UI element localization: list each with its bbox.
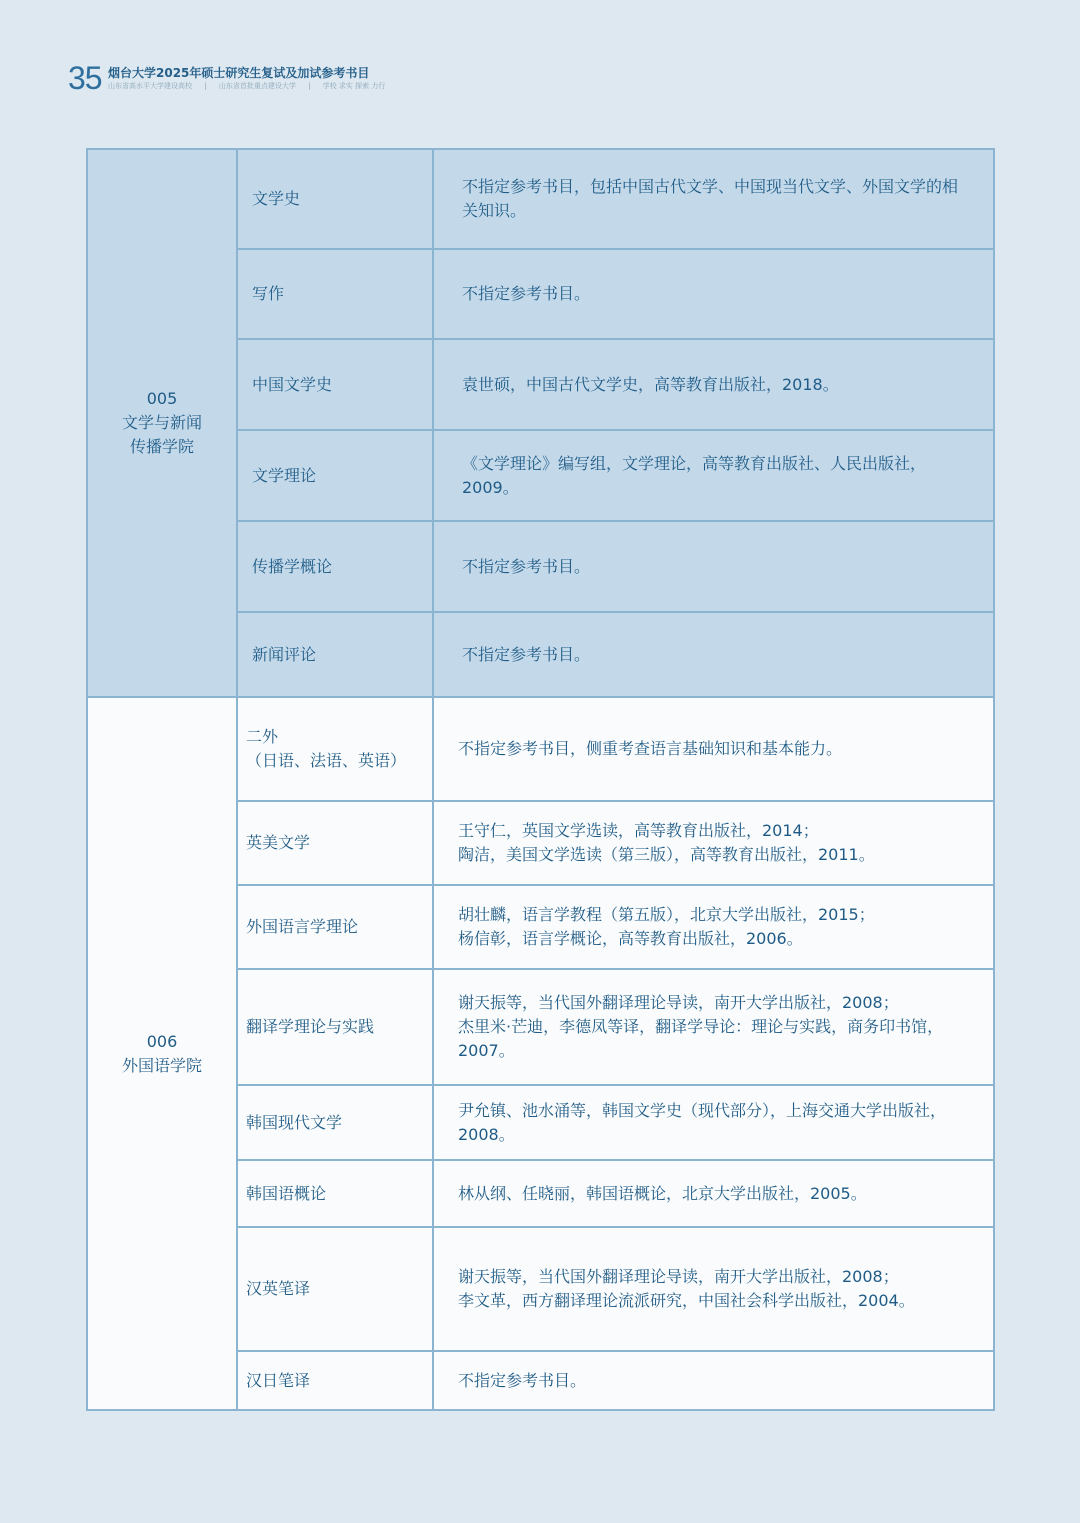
- subject-line: （日语、法语、英语）: [246, 751, 407, 770]
- subject-cell: 新闻评论: [237, 612, 433, 697]
- books-cell: [433, 1351, 994, 1410]
- subject-cell: 文学史: [237, 149, 433, 249]
- subject-cell: 文学理论: [237, 430, 433, 521]
- subject-cell: 中国文学史: [237, 339, 433, 430]
- header-tag: |: [308, 82, 311, 90]
- book-entry: 谢天振等，当代国外翻译理论导读，南开大学出版社，2008；: [458, 993, 899, 1012]
- books-cell: [433, 339, 994, 430]
- books-cell: [433, 430, 994, 521]
- header-tag: 山东省高水平大学建设高校: [108, 82, 192, 90]
- department-name-line: 传播学院: [129, 437, 194, 456]
- subject-cell: 写作: [237, 249, 433, 339]
- page-number: 35: [68, 60, 102, 96]
- books-cell: [433, 969, 994, 1085]
- book-entry: 尹允镇、池水涌等，韩国文学史（现代部分），上海交通大学出版社，2008。: [458, 1100, 947, 1144]
- header-title: 烟台大学2025年硕士研究生复试及加试参考书目: [108, 66, 370, 80]
- reference-book-table: [86, 148, 995, 1411]
- subject-cell: 传播学概论: [237, 521, 433, 612]
- books-cell: [433, 149, 994, 249]
- books-cell: [433, 249, 994, 339]
- book-entry: 不指定参考书目，包括中国古代文学、中国现当代文学、外国文学的相关知识。: [462, 177, 959, 220]
- subject-cell: 翻译学理论与实践: [237, 969, 433, 1085]
- subject-cell: 汉日笔译: [237, 1351, 433, 1410]
- books-cell: [433, 521, 994, 612]
- book-entry: 林从纲、任晓丽，韩国语概论，北京大学出版社，2005。: [458, 1183, 867, 1203]
- book-entry: 不指定参考书目。: [462, 284, 591, 303]
- books-cell: [433, 1160, 994, 1227]
- table-row: [87, 697, 994, 801]
- subject-cell: [237, 697, 433, 801]
- book-entry: 杨信彰，语言学概论，高等教育出版社，2006。: [458, 929, 803, 948]
- subject-cell: 韩国语概论: [237, 1160, 433, 1227]
- header-tag: 山东省首批重点建设大学: [218, 82, 296, 90]
- book-entry: 杰里米·芒迪，李德凤等译，翻译学导论：理论与实践，商务印书馆，2007。: [458, 1017, 944, 1060]
- book-entry: 王守仁，英国文学选读，高等教育出版社，2014；: [458, 821, 819, 840]
- book-entry: 袁世硕，中国古代文学史，高等教育出版社，2018。: [462, 374, 839, 394]
- books-cell: [433, 1227, 994, 1351]
- book-entry: 不指定参考书目，侧重考查语言基础知识和基本能力。: [458, 739, 843, 758]
- department-name: 外国语学院: [121, 1055, 202, 1075]
- department-name-line: 文学与新闻: [121, 413, 202, 432]
- table-row: [87, 149, 994, 249]
- books-cell: [433, 801, 994, 885]
- books-cell: [433, 885, 994, 969]
- books-cell: [433, 1085, 994, 1160]
- subject-cell: 英美文学: [237, 801, 433, 885]
- book-entry: 陶洁，美国文学选读（第三版），高等教育出版社，2011。: [458, 845, 875, 864]
- book-entry: 《文学理论》编写组，文学理论，高等教育出版社、人民出版社，2009。: [462, 453, 927, 497]
- book-entry: 胡壮麟，语言学教程（第五版），北京大学出版社，2015；: [458, 905, 875, 924]
- book-entry: 不指定参考书目。: [462, 556, 591, 576]
- department-cell: [87, 697, 237, 1410]
- book-entry: 谢天振等，当代国外翻译理论导读，南开大学出版社，2008；: [458, 1267, 899, 1286]
- books-cell: [433, 697, 994, 801]
- header-tag: |: [204, 82, 207, 90]
- subject-cell: 韩国现代文学: [237, 1085, 433, 1160]
- book-entry: 李文革，西方翻译理论流派研究，中国社会科学出版社，2004。: [458, 1291, 915, 1310]
- department-code: 005: [146, 389, 178, 408]
- book-entry: 不指定参考书目。: [462, 644, 591, 664]
- subject-line: 二外: [246, 727, 279, 746]
- header-tag: 学校 求实 探索 力行: [322, 82, 386, 90]
- subject-cell: 汉英笔译: [237, 1227, 433, 1351]
- books-cell: [433, 612, 994, 697]
- header-tagline: [108, 81, 395, 91]
- book-entry: 不指定参考书目。: [458, 1370, 587, 1390]
- department-cell: [87, 149, 237, 697]
- department-code: 006: [146, 1031, 178, 1051]
- subject-cell: 外国语言学理论: [237, 885, 433, 969]
